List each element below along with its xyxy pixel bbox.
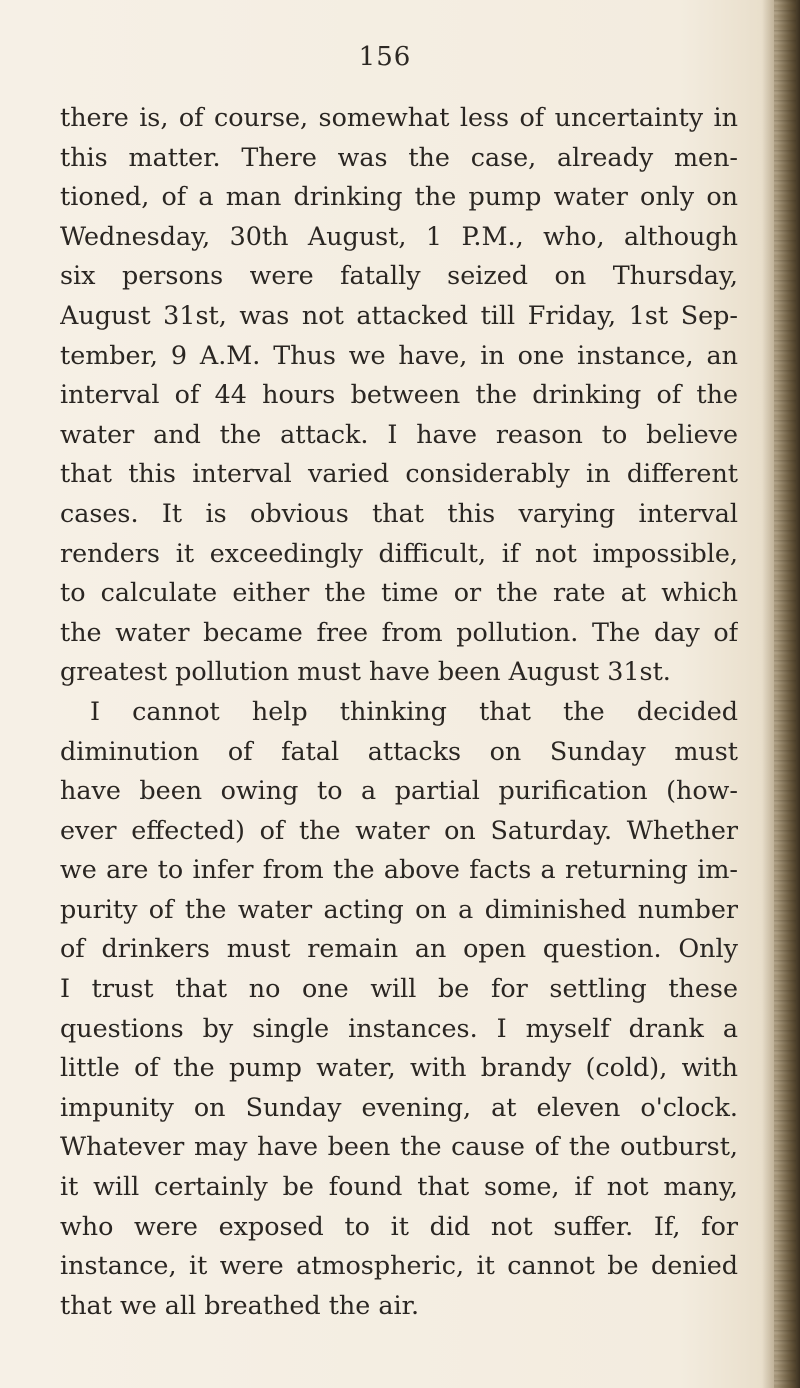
text-line: little of the pump water, with brandy (cold), with [60,1052,738,1083]
text-line: water and the attack. I have reason to believe [60,418,738,449]
text-line: impunity on Sunday evening, at eleven o'clock. [60,1091,738,1122]
text-line: there is, of course, somewhat less of uncertainty in [60,102,738,132]
text-line: I cannot help thinking that the decided [90,695,738,726]
text-line: greatest pollution must have been August 31st. [60,656,671,687]
text-line: I trust that no one will be for settling these [60,973,738,1004]
text-line: purity of the water acting on a diminished number [60,893,738,924]
text-line: cases. It is obvious that this varying interval [60,497,738,528]
text-line: who were exposed to it did not suffer. If, for [60,1210,738,1241]
body-text [60,98,738,1325]
text-line: diminution of fatal attacks on Sunday must [60,735,738,766]
page-number: 156 [358,42,412,72]
text-line: six persons were fatally seized on Thursday, [60,260,738,291]
text-line: questions by single instances. I myself drank a [60,1012,738,1043]
text-line: it will certainly be found that some, if not many, [60,1171,738,1202]
text-line: tember, 9 A.M. Thus we have, in one instance, an [60,339,738,370]
text-line: we are to infer from the above facts a returning im- [60,854,738,885]
text-line: this matter. There was the case, already men- [60,141,738,172]
text-line: have been owing to a partial purification (how- [60,775,738,806]
text-line: August 31st, was not attacked till Friday, 1st Sep- [60,299,738,330]
text-line: of drinkers must remain an open question. Only [60,933,738,964]
text-line: the water became free from pollution. The day of [60,616,738,647]
text-line: to calculate either the time or the rate at which [60,577,738,608]
text-line: tioned, of a man drinking the pump water only on [60,181,738,212]
text-line: that this interval varied considerably in different [60,458,738,489]
text-line: Wednesday, 30th August, 1 P.M., who, although [60,220,738,251]
page-edge-texture [774,0,796,1388]
text-line: interval of 44 hours between the drinking of the [60,379,738,410]
text-line: that we all breathed the air. [60,1289,420,1320]
text-line: Whatever may have been the cause of the outburst, [60,1131,738,1162]
text-line: ever effected) of the water on Saturday. Whether [60,814,738,845]
text-line: instance, it were atmospheric, it cannot be denied [60,1250,738,1281]
text-line: renders it exceedingly difficult, if not impossible, [60,537,738,568]
